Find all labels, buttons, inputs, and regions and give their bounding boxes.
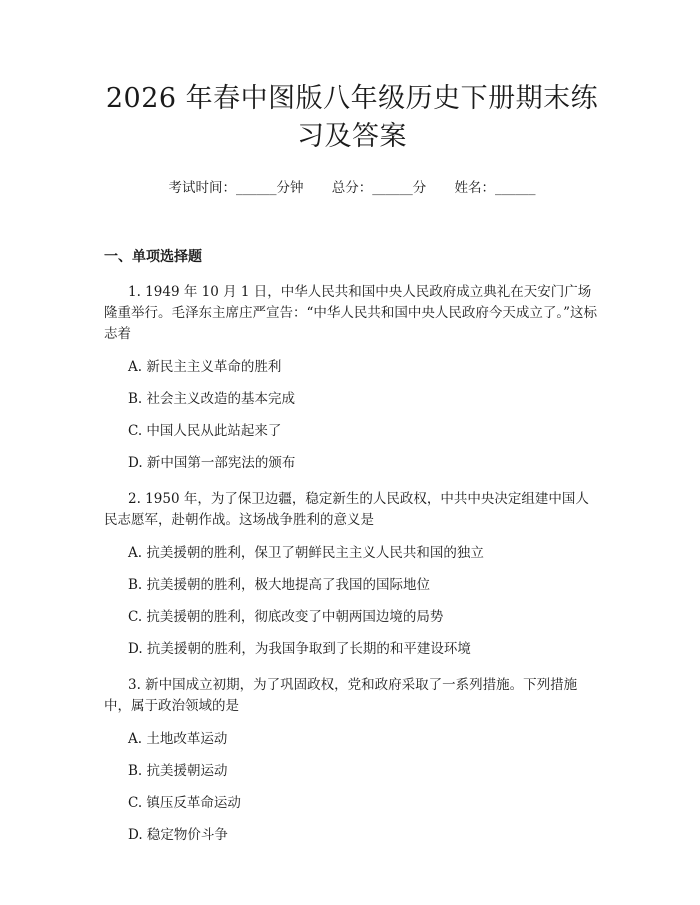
question-3-option-a: A. 土地改革运动 [128,731,228,747]
question-1-stem: 1. 1949 年 10 月 1 日，中华人民共和国中央人民政府成立典礼在天安门广场隆重举行。毛泽东主席庄严宣告：“中华人民共和国中央人民政府今天成立了。”这标志着 [104,284,598,342]
exam-time: 考试时间：______分钟 [168,180,304,196]
question-2-option-b: B. 抗美援朝的胜利，极大地提高了我国的国际地位 [128,577,431,593]
question-2-option-a: A. 抗美援朝的胜利，保卫了朝鲜民主主义人民共和国的独立 [128,545,484,561]
question-3-option-d: D. 稳定物价斗争 [128,827,228,843]
exam-score: 总分：______分 [331,180,427,196]
question-2-stem: 2. 1950 年，为了保卫边疆，稳定新生的人民政权，中共中央决定组建中国人民志愿军，赴朝作战。这场战争胜利的意义是 [104,491,589,528]
student-name: 姓名：______ [454,180,536,196]
question-2-option-d: D. 抗美援朝的胜利，为我国争取到了长期的和平建设环境 [128,641,471,657]
question-3-option-c: C. 镇压反革命运动 [128,795,241,811]
question-3-option-b: B. 抗美援朝运动 [128,763,228,779]
page-title: 2026 年春中图版八年级历史下册期末练习及答案 [105,83,599,152]
question-1-option-a: A. 新民主主义革命的胜利 [128,359,282,375]
question-1-option-d: D. 新中国第一部宪法的颁布 [128,455,296,471]
question-3-stem: 3. 新中国成立初期，为了巩固政权，党和政府采取了一系列措施。下列措施中，属于政治领域的是 [104,677,578,714]
question-1-option-c: C. 中国人民从此站起来了 [128,423,282,439]
question-2-option-c: C. 抗美援朝的胜利，彻底改变了中朝两国边境的局势 [128,609,444,625]
section-title: 一、单项选择题 [104,249,202,265]
exam-meta [104,178,600,198]
question-1-option-b: B. 社会主义改造的基本完成 [128,391,296,407]
